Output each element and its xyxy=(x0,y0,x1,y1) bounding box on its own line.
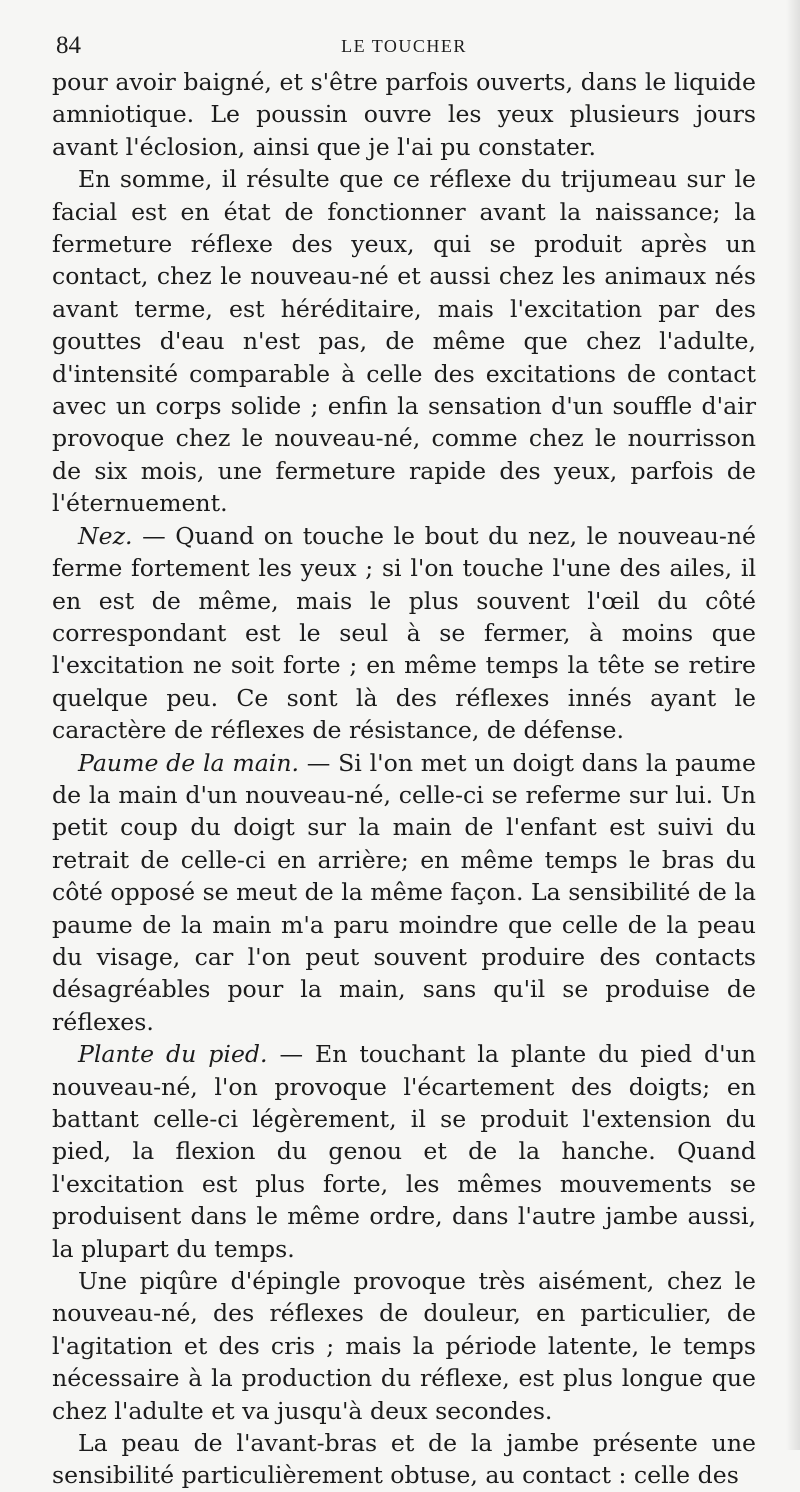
running-title: LE TOUCHER xyxy=(341,36,467,56)
page-edge-shadow xyxy=(786,0,800,1450)
paragraph xyxy=(52,520,756,747)
paragraph-text: — En touchant la plante du pied d'un nouveau-né, l'on provoque l'écartement des doigts; en battant celle-ci légèrement, il se produit l'extension du pied, la flexion du genou et de la hanche. Quand l'excitation est plus forte, les mêmes mouvements se produisent dans le même ordre, dans l'autre jambe aussi, la plupart du temps. xyxy=(52,1040,756,1263)
run-in-heading: Plante du pied. xyxy=(78,1040,268,1069)
paragraph-text: — Si l'on met un doigt dans la paume de la main d'un nouveau-né, celle-ci se referme sur lui. Un petit coup du doigt sur la main de l'enfant est suivi du retrait de celle-ci en arrière; en même temps le bras du côté opposé se meut de la même façon. La sensibilité de la paume de la main m'a paru moindre que celle de la peau du visage, car l'on peut souvent produire des contacts désagréables pour la main, sans qu'il se produise de réflexes. xyxy=(52,748,756,1036)
paragraph-text: — Quand on touche le bout du nez, le nouveau-né ferme fortement les yeux ; si l'on touche l'une des ailes, il en est de même, mais le plus souvent l'œil du côté correspondant est le seul à se fermer, à moins que l'excitation ne soit forte ; en même temps la tête se retire quelque peu. Ce sont là des réflexes innés ayant le caractère de réflexes de résistance, de défense. xyxy=(52,521,756,745)
run-in-heading: Nez. xyxy=(78,521,133,550)
paragraph xyxy=(52,66,756,163)
body-text xyxy=(52,66,756,1492)
paragraph-text: Une piqûre d'épingle provoque très aisément, chez le nouveau-né, des réflexes de douleur, en particulier, de l'agitation et des cris ; mais la période latente, le temps nécessaire à la production du réflexe, est plus longue que chez l'adulte et va jusqu'à deux secondes. xyxy=(52,1267,756,1425)
paragraph xyxy=(52,747,756,1039)
page-header xyxy=(52,22,756,66)
paragraph-text: pour avoir baigné, et s'être parfois ouverts, dans le liquide amniotique. Le poussin ouvre les yeux plusieurs jours avant l'éclosion, ainsi que je l'ai pu constater. xyxy=(52,68,756,161)
run-in-heading: Paume de la main. xyxy=(78,748,300,777)
paragraph xyxy=(52,1265,756,1427)
paragraph-text: La peau de l'avant-bras et de la jambe présente une sensibilité particulièrement obtuse, au contact : celle des xyxy=(52,1429,756,1490)
paragraph xyxy=(52,1038,756,1265)
paragraph xyxy=(52,163,756,519)
page-number: 84 xyxy=(56,32,81,59)
paragraph xyxy=(52,1427,756,1492)
paragraph-text: En somme, il résulte que ce réflexe du trijumeau sur le facial est en état de fonctionner avant la naissance; la fermeture réflexe des yeux, qui se produit après un contact, chez le nouveau-né et aussi chez les animaux nés avant terme, est héréditaire, mais l'excitation par des gouttes d'eau n'est pas, de même que chez l'adulte, d'intensité comparable à celle des excitations de contact avec un corps solide ; enfin la sensation d'un souffle d'air provoque chez le nouveau-né, comme chez le nourrisson de six mois, une fermeture rapide des yeux, parfois de l'éternuement. xyxy=(52,165,756,518)
